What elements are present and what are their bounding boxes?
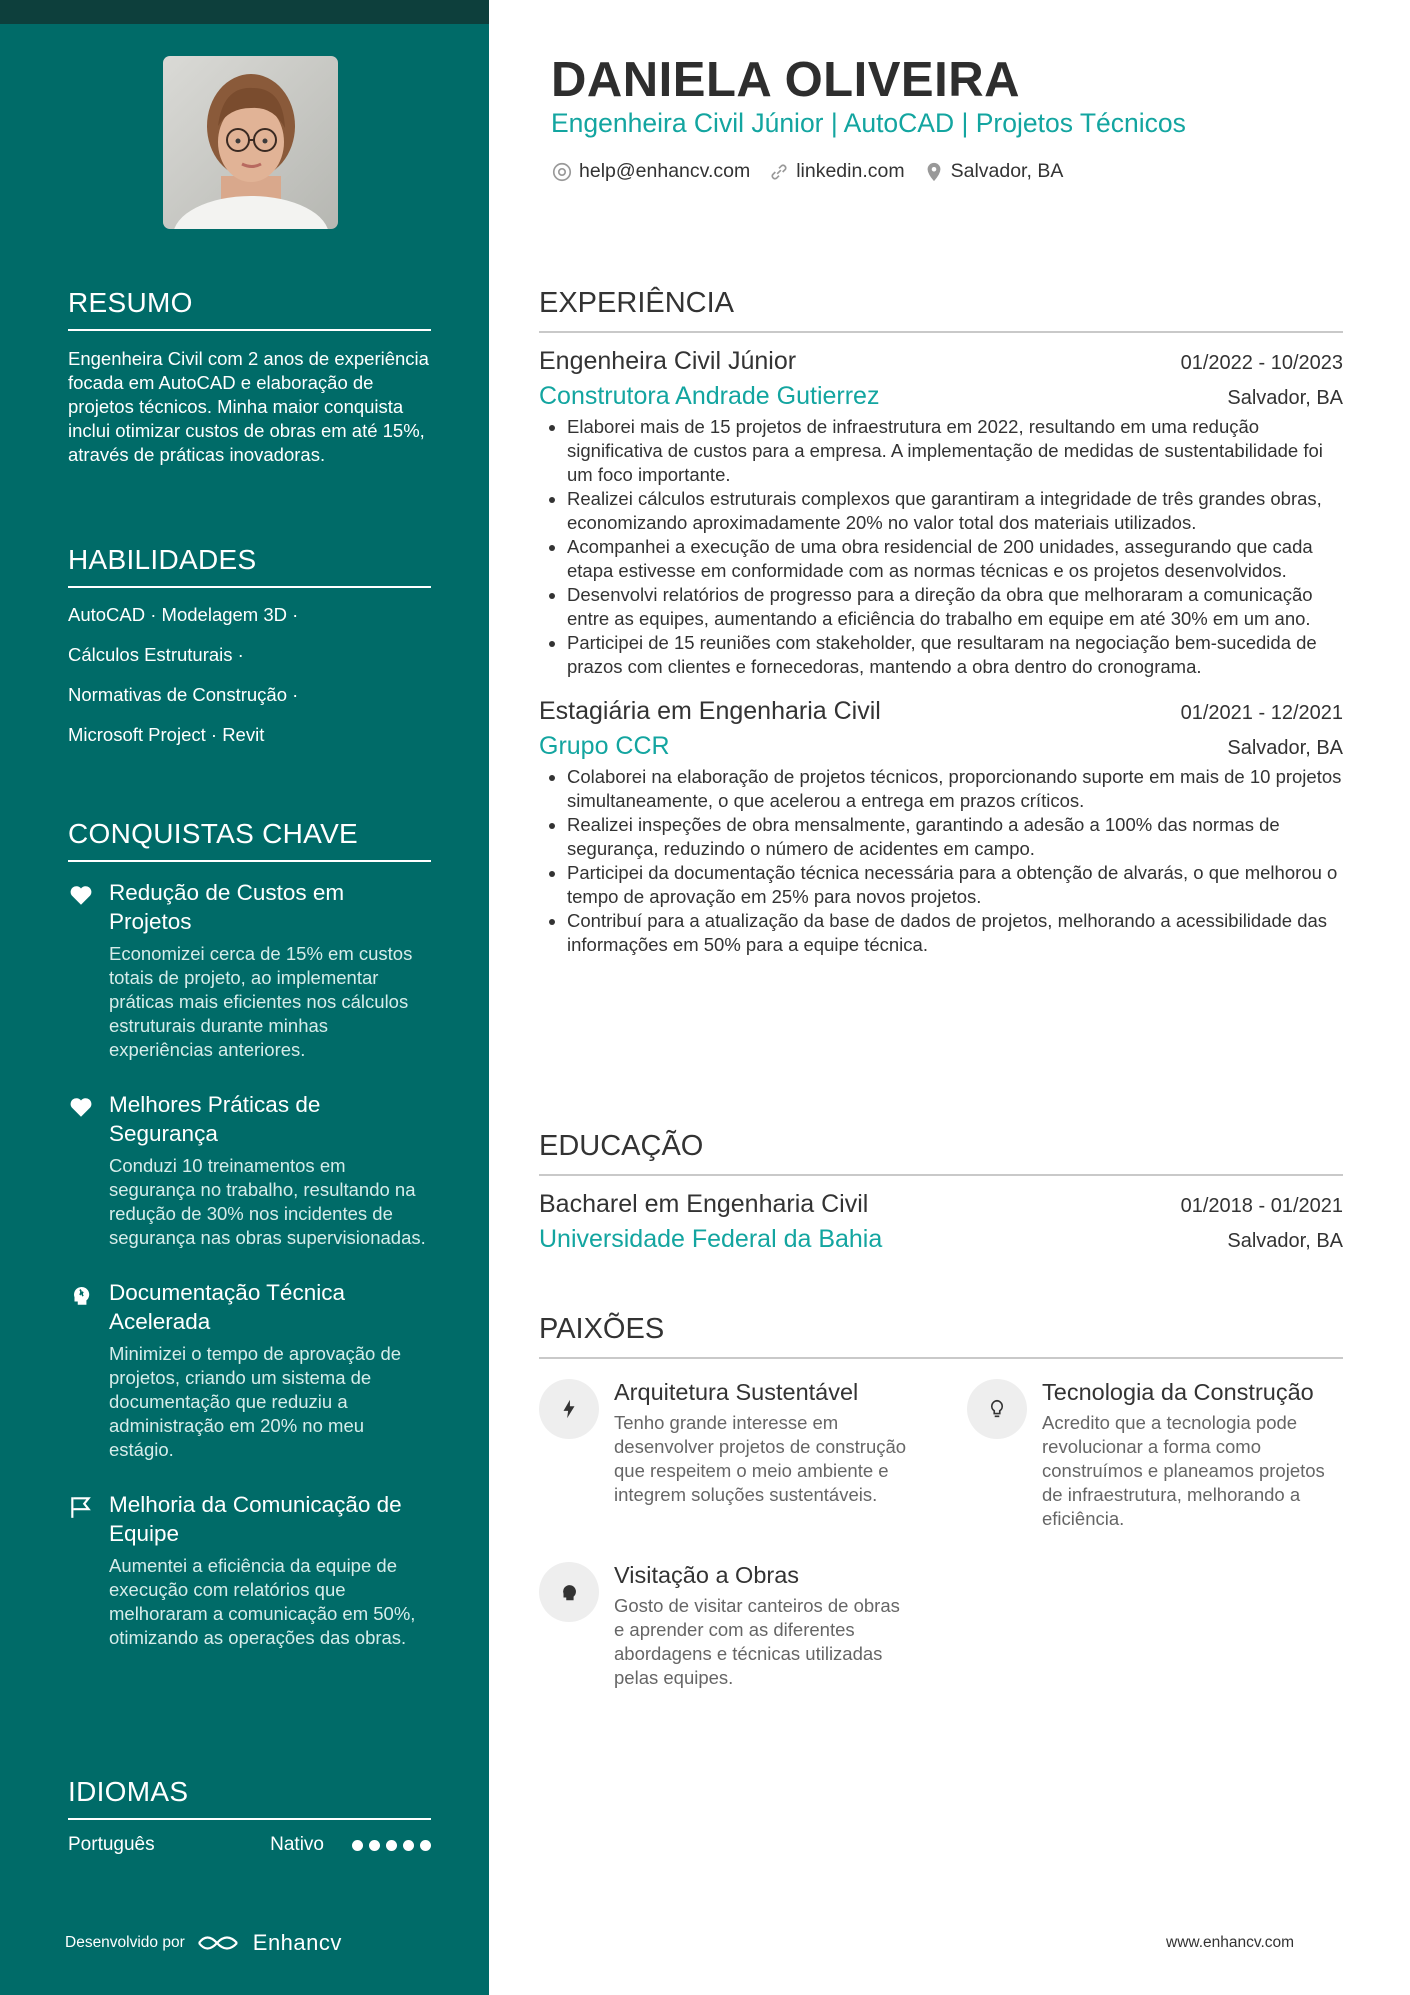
skill-line: AutoCAD · Modelagem 3D · xyxy=(68,604,299,625)
level-dot xyxy=(386,1840,397,1851)
experience-title: EXPERIÊNCIA xyxy=(539,287,1343,333)
job-bullet: • Realizei cálculos estruturais complexos que garantiram a integridade de três grandes obras, economizando aproximadamente 20% no valor total dos materiais utilizados. xyxy=(567,487,1343,535)
sidebar-top-band xyxy=(0,0,489,24)
experience-section xyxy=(539,287,1343,957)
job-dates: 01/2021 - 12/2021 xyxy=(1180,702,1343,724)
achievement-item xyxy=(68,878,431,1062)
achievement-desc: Conduzi 10 treinamentos em segurança no trabalho, resultando na redução de 30% nos incidentes de segurança nas obras supervisionadas. xyxy=(109,1155,426,1248)
passions-section xyxy=(539,1313,1343,1688)
job-bullet: • Participei da documentação técnica necessária para a obtenção de alvarás, o que melhorou o tempo de aprovação em 25% para novos projetos. xyxy=(567,861,1343,909)
achievement-title: Documentação Técnica Acelerada xyxy=(109,1280,345,1334)
skill-line: Microsoft Project · Revit xyxy=(68,724,265,745)
candidate-name: DANIELA OLIVEIRA xyxy=(551,53,1020,107)
contact-email[interactable] xyxy=(551,160,750,183)
job-role: Estagiária em Engenharia Civil xyxy=(539,697,881,725)
skill-line: Cálculos Estruturais · xyxy=(68,644,244,665)
education-section xyxy=(539,1130,1343,1254)
job-bullet: • Desenvolvi relatórios de progresso para a direção da obra que melhoraram a comunicação entre as equipes, aumentando a eficiência do trabalho em equipe em até 30% em um ano. xyxy=(567,583,1343,631)
at-icon xyxy=(551,161,573,183)
contact-linkedin[interactable] xyxy=(768,160,904,183)
languages-title: IDIOMAS xyxy=(68,1776,431,1820)
heart-icon xyxy=(68,882,94,908)
summary-text: Engenheira Civil com 2 anos de experiência focada em AutoCAD e elaboração de projetos técnicos. Minha maior conquista inclui otimizar custos de obras em até 15%, através de práticas inovadoras. xyxy=(68,348,429,465)
flag-icon xyxy=(68,1494,94,1520)
language-name: Português xyxy=(68,1834,155,1855)
passion-desc: Acredito que a tecnologia pode revolucionar a forma como construímos e planeamos projetos de infraestrutura, melhorando a eficiência. xyxy=(1042,1412,1325,1529)
passion-title: Tecnologia da Construção xyxy=(1042,1379,1314,1405)
language-row xyxy=(68,1834,431,1856)
level-dot xyxy=(352,1840,363,1851)
location-text: Salvador, BA xyxy=(950,160,1064,182)
candidate-title: Engenheira Civil Júnior | AutoCAD | Projetos Técnicos xyxy=(551,108,1186,138)
languages-section xyxy=(68,1776,431,1856)
achievement-item xyxy=(68,1278,431,1462)
sidebar xyxy=(0,0,489,1995)
passions-title: PAIXÕES xyxy=(539,1313,1343,1359)
skill-line: Normativas de Construção · xyxy=(68,684,299,705)
bolt-icon xyxy=(539,1379,599,1439)
achievement-desc: Aumentei a eficiência da equipe de execução com relatórios que melhoraram a comunicação em 50%, otimizando as operações das obras. xyxy=(109,1555,416,1648)
job-location: Salvador, BA xyxy=(1227,387,1343,409)
brain-icon xyxy=(539,1562,599,1622)
job-location: Salvador, BA xyxy=(1227,737,1343,759)
education-degree: Bacharel em Engenharia Civil xyxy=(539,1190,869,1218)
language-level-dots xyxy=(352,1840,431,1851)
language-level: Nativo xyxy=(270,1834,324,1855)
brand-name: Enhancv xyxy=(252,1930,342,1955)
contact-bar xyxy=(551,160,1081,183)
achievement-desc: Economizei cerca de 15% em custos totais de projeto, ao implementar práticas mais eficientes nos cálculos estruturais durante minhas experiências anteriores. xyxy=(109,943,413,1060)
contact-location xyxy=(923,160,1064,183)
job-company: Grupo CCR xyxy=(539,732,670,760)
achievement-item xyxy=(68,1090,431,1250)
powered-by xyxy=(65,1930,342,1956)
education-entry xyxy=(539,1190,1343,1254)
summary-section xyxy=(68,287,431,467)
job-bullet: • Participei de 15 reuniões com stakeholder, que resultaram na negociação bem-sucedida de prazos com clientes e fornecedoras, mantendo a obra dentro do cronograma. xyxy=(567,631,1343,679)
achievement-title: Melhores Práticas de Segurança xyxy=(109,1092,321,1146)
education-dates: 01/2018 - 01/2021 xyxy=(1180,1195,1343,1217)
level-dot xyxy=(420,1840,431,1851)
level-dot xyxy=(369,1840,380,1851)
job-bullet: • Acompanhei a execução de uma obra residencial de 200 unidades, assegurando que cada etapa estivesse em conformidade com as normas técnicas e os projetos desenvolvidos. xyxy=(567,535,1343,583)
job-bullet: • Realizei inspeções de obra mensalmente, garantindo a adesão a 100% das normas de segurança, reduzindo o número de acidentes em campo. xyxy=(567,813,1343,861)
job-company: Construtora Andrade Gutierrez xyxy=(539,382,880,410)
achievements-section xyxy=(68,818,431,1650)
job-bullet: • Colaborei na elaboração de projetos técnicos, proporcionando suporte em mais de 10 projetos simultaneamente, o que acelerou a entrega em prazos críticos. xyxy=(567,765,1343,813)
job-dates: 01/2022 - 10/2023 xyxy=(1180,352,1343,374)
passion-desc: Gosto de visitar canteiros de obras e aprender com as diferentes abordagens e técnicas utilizadas pelas equipes. xyxy=(614,1595,900,1688)
job-bullets xyxy=(539,415,1343,679)
enhancv-logo-icon xyxy=(195,1930,245,1956)
linkedin-text: linkedin.com xyxy=(796,160,905,182)
achievements-title: CONQUISTAS CHAVE xyxy=(68,818,431,862)
link-icon xyxy=(768,161,790,183)
footer-site[interactable]: www.enhancv.com xyxy=(1166,1934,1295,1951)
achievement-item xyxy=(68,1490,431,1650)
job-bullet: • Elaborei mais de 15 projetos de infraestrutura em 2022, resultando em uma redução significativa de custos para a empresa. A implementação de medidas de sustentabilidade foi um foco importante. xyxy=(567,415,1343,487)
achievement-title: Melhoria da Comunicação de Equipe xyxy=(109,1492,402,1546)
job-bullet: • Contribuí para a atualização da base de dados de projetos, melhorando a acessibilidade das informações em 50% para a equipe técnica. xyxy=(567,909,1343,957)
email-text: help@enhancv.com xyxy=(579,160,751,182)
lightbulb-icon xyxy=(967,1379,1027,1439)
achievement-title: Redução de Custos em Projetos xyxy=(109,880,345,934)
education-title: EDUCAÇÃO xyxy=(539,1130,1343,1176)
achievement-desc: Minimizei o tempo de aprovação de projetos, criando um sistema de documentação que reduziu a administração em 20% no meu estágio. xyxy=(109,1343,402,1460)
skills-title: HABILIDADES xyxy=(68,544,431,588)
education-school: Universidade Federal da Bahia xyxy=(539,1225,883,1253)
summary-title: RESUMO xyxy=(68,287,431,331)
profile-photo xyxy=(163,56,338,229)
passion-desc: Tenho grande interesse em desenvolver projetos de construção que respeitem o meio ambiente e integrem soluções sustentáveis. xyxy=(614,1412,907,1505)
job-entry xyxy=(539,347,1343,679)
brain-icon xyxy=(68,1282,94,1308)
job-bullets xyxy=(539,765,1343,957)
heart-icon xyxy=(68,1094,94,1120)
passion-title: Visitação a Obras xyxy=(614,1562,800,1588)
job-entry xyxy=(539,697,1343,957)
location-pin-icon xyxy=(923,161,945,183)
level-dot xyxy=(403,1840,414,1851)
skills-section xyxy=(68,544,431,746)
powered-by-label: Desenvolvido por xyxy=(65,1934,185,1951)
passion-title: Arquitetura Sustentável xyxy=(614,1379,859,1405)
education-location: Salvador, BA xyxy=(1227,1230,1343,1252)
job-role: Engenheira Civil Júnior xyxy=(539,347,797,375)
